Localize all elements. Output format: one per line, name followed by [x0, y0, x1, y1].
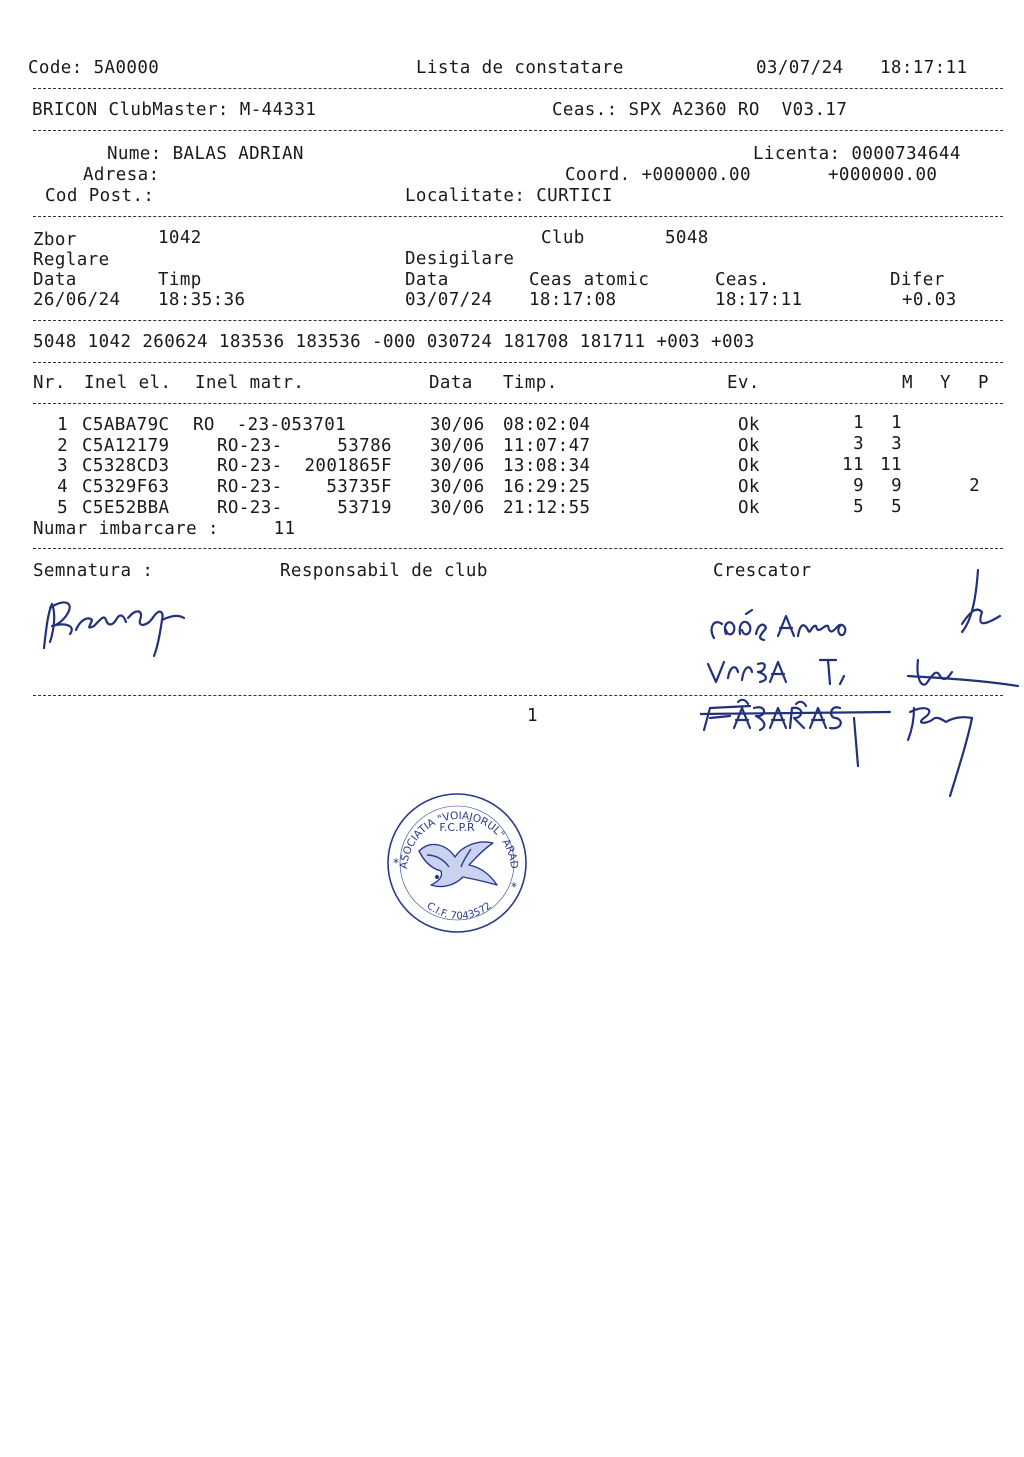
row-ev: Ok [738, 436, 760, 456]
row-inel-matr: RO -23-053701 [193, 415, 347, 435]
col-inel-el: Inel el. [84, 373, 172, 393]
row-data: 30/06 [430, 456, 485, 476]
ceas-label: Ceas. [715, 270, 770, 290]
dove-icon [419, 842, 497, 887]
divider [33, 362, 1003, 363]
row-ev: Ok [738, 477, 760, 497]
desigilare-label: Desigilare [405, 249, 515, 269]
divider [33, 403, 1003, 404]
row-p: 2 [969, 476, 980, 496]
stamp-bottom: C.I.F. 7043572 [424, 900, 494, 923]
row-y: 3 [891, 434, 902, 454]
club-responsible-label: Responsabil de club [280, 561, 488, 581]
difference: +0.03 [902, 290, 957, 310]
col-ev: Ev. [727, 373, 760, 393]
handwritten-witness-signatures [700, 568, 1020, 800]
row-inel-matr: RO-23- 53735F [217, 477, 392, 497]
row-inel-matr: RO-23- 2001865F [217, 456, 392, 476]
address-label: Adresa: [83, 165, 160, 185]
locality: Localitate: CURTICI [405, 186, 613, 206]
association-stamp [383, 793, 531, 933]
star-icon: * [393, 856, 399, 870]
row-ev: Ok [738, 456, 760, 476]
clock-time: 18:17:11 [715, 290, 803, 310]
row-ev: Ok [738, 415, 760, 435]
col-inel-matr: Inel matr. [195, 373, 305, 393]
row-inel-el: C5E52BBA [82, 498, 170, 518]
stamp-top-arc: ASOCIATIA "VOIAJORUL" ARAD [397, 809, 521, 870]
stamp-center: F.C.P.R [439, 821, 475, 834]
row-data: 30/06 [430, 477, 485, 497]
row-inel-matr: RO-23- 53786 [217, 436, 392, 456]
club-label: Club [541, 228, 585, 248]
row-inel-el: C5ABA79C [82, 415, 170, 435]
row-timp: 21:12:55 [503, 498, 591, 518]
divider [33, 320, 1003, 321]
breeder-label: Crescator [713, 561, 812, 581]
row-data: 30/06 [430, 436, 485, 456]
clock-id: Ceas.: SPX A2360 RO V03.17 [552, 100, 848, 120]
col-nr: Nr. [33, 373, 66, 393]
row-timp: 16:29:25 [503, 477, 591, 497]
owner-name: Nume: BALAS ADRIAN [107, 144, 304, 164]
handwritten-signature-left [36, 590, 196, 660]
row-y: 1 [891, 413, 902, 433]
col-timp: Timp. [503, 373, 558, 393]
row-m: 5 [853, 497, 864, 517]
col-p: P [978, 373, 989, 393]
row-nr: 1 [57, 415, 68, 435]
row-m: 3 [853, 434, 864, 454]
row-ev: Ok [738, 498, 760, 518]
timp-label: Timp [158, 270, 202, 290]
row-nr: 3 [57, 456, 68, 476]
data-label-2: Data [405, 270, 449, 290]
row-y: 5 [891, 497, 902, 517]
form-code: Code: 5A0000 [28, 58, 160, 78]
reglare-date: 26/06/24 [33, 290, 121, 310]
row-nr: 4 [57, 477, 68, 497]
postal-code-label: Cod Post.: [45, 186, 155, 206]
boarding-count: Numar imbarcare : 11 [33, 519, 296, 539]
page-number: 1 [527, 706, 538, 726]
flight-label: Zbor [33, 230, 77, 250]
divider [33, 130, 1003, 131]
code-line: 5048 1042 260624 183536 183536 -000 030724 181708 181711 +003 +003 [33, 332, 755, 352]
col-m: M [902, 373, 913, 393]
page-title: Lista de constatare [416, 58, 624, 78]
row-inel-matr: RO-23- 53719 [217, 498, 392, 518]
reglare-time: 18:35:36 [158, 290, 246, 310]
divider [33, 548, 1003, 549]
data-label: Data [33, 270, 77, 290]
row-inel-el: C5328CD3 [82, 456, 170, 476]
divider [33, 695, 1003, 696]
desigilare-date: 03/07/24 [405, 290, 493, 310]
club-number: 5048 [665, 228, 709, 248]
row-data: 30/06 [430, 498, 485, 518]
star-icon: * [511, 880, 517, 894]
row-inel-el: C5329F63 [82, 477, 170, 497]
row-nr: 5 [57, 498, 68, 518]
atomic-clock-time: 18:17:08 [529, 290, 617, 310]
row-timp: 11:07:47 [503, 436, 591, 456]
header-date: 03/07/24 [756, 58, 844, 78]
flight-number: 1042 [158, 228, 202, 248]
row-m: 9 [853, 476, 864, 496]
row-nr: 2 [57, 436, 68, 456]
row-timp: 08:02:04 [503, 415, 591, 435]
row-data: 30/06 [430, 415, 485, 435]
coordinates: Coord. +000000.00 [565, 165, 751, 185]
col-data: Data [429, 373, 473, 393]
row-y: 11 [880, 455, 902, 475]
signature-label: Semnatura : [33, 561, 154, 581]
row-m: 1 [853, 413, 864, 433]
row-timp: 13:08:34 [503, 456, 591, 476]
header-time: 18:17:11 [880, 58, 968, 78]
clubmaster-id: BRICON ClubMaster: M-44331 [32, 100, 317, 120]
ceas-atomic-label: Ceas atomic [529, 270, 650, 290]
row-y: 9 [891, 476, 902, 496]
divider [33, 88, 1003, 89]
difer-label: Difer [890, 270, 945, 290]
row-inel-el: C5A12179 [82, 436, 170, 456]
reglare-label: Reglare [33, 250, 110, 270]
divider [33, 216, 1003, 217]
row-m: 11 [842, 455, 864, 475]
coordinates-2: +000000.00 [828, 165, 938, 185]
license-number: Licenta: 0000734644 [753, 144, 961, 164]
col-y: Y [940, 373, 951, 393]
